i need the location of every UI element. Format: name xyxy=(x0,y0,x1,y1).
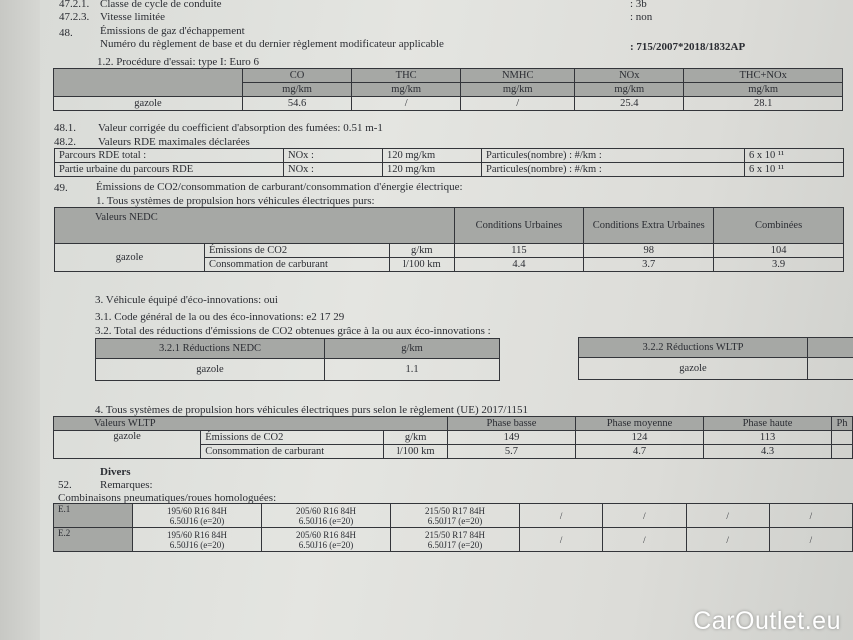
regulation-value: : 715/2007*2018/1832AP xyxy=(630,41,746,53)
column-unit: mg/km xyxy=(243,83,352,97)
column-header: NOx xyxy=(575,69,684,83)
wltp-table xyxy=(53,416,853,459)
section-title: Valeurs RDE maximales déclarées xyxy=(98,136,250,148)
fuel-cell: gazole xyxy=(54,97,243,111)
tyre-empty: / xyxy=(686,504,769,528)
value-cell: 115 xyxy=(454,244,584,258)
line-num: 47.2.3. xyxy=(59,11,90,23)
rim-size: 6.50J16 (e=20) xyxy=(298,515,354,526)
column-unit: mg/km xyxy=(575,83,684,97)
section-title: Émissions de CO2/consommation de carburant/consommation d'énergie électrique: xyxy=(96,181,463,193)
line-label: Classe de cycle de conduite xyxy=(100,0,222,10)
eco-innovation-code: 3.1. Code général de la ou des éco-innovations: e2 17 29 xyxy=(95,311,345,323)
document-page xyxy=(40,0,853,640)
wltp-header: Valeurs WLTP xyxy=(54,417,448,431)
pn-value: 6 x 10 ¹¹ xyxy=(745,163,844,177)
column-header: NMHC xyxy=(461,69,575,83)
row-id: E.2 xyxy=(54,528,133,552)
fuel-cell: gazole xyxy=(579,358,808,380)
table-row xyxy=(96,339,500,359)
nedc-reduction-table xyxy=(95,338,500,381)
value-cell: 3.9 xyxy=(714,258,844,272)
value-cell: 4.3 xyxy=(704,445,832,459)
value-cell: 1.1 xyxy=(325,359,500,381)
unit-cell: g/km xyxy=(390,244,454,258)
section-title: Émissions de gaz d'échappement xyxy=(100,25,245,37)
eco-innovation-line: 3. Véhicule équipé d'éco-innovations: oui xyxy=(95,294,278,306)
nedc-table xyxy=(54,207,844,272)
table-row xyxy=(54,417,853,431)
line-num: 47.2.1. xyxy=(59,0,90,10)
column-header: Phase moyenne xyxy=(575,417,703,431)
table-row xyxy=(55,149,844,163)
table-row xyxy=(54,431,853,445)
rde-table xyxy=(54,148,844,177)
column-unit: mg/km xyxy=(352,83,461,97)
section-num: 52. xyxy=(58,479,72,491)
unit-cell: g/km xyxy=(384,431,448,445)
rim-size: 6.50J17 (e=20) xyxy=(427,539,483,550)
table-row xyxy=(55,208,844,244)
rim-size: 6.50J16 (e=20) xyxy=(169,515,225,526)
column-header: Phase haute xyxy=(704,417,832,431)
section-num: 48. xyxy=(59,27,73,39)
value-cell: 149 xyxy=(448,431,576,445)
pn-label: Particules(nombre) : #/km : xyxy=(482,149,745,163)
procedure-text: 1.2. Procédure d'essai: type I: Euro 6 xyxy=(97,56,260,68)
rim-size: 6.50J17 (e=20) xyxy=(427,515,483,526)
nox-value: 120 mg/km xyxy=(383,163,482,177)
value-cell: / xyxy=(352,97,461,111)
table-row xyxy=(55,163,844,177)
column-header: Ph xyxy=(831,417,852,431)
tyre-empty: / xyxy=(769,504,852,528)
value-cell: 113 xyxy=(704,431,832,445)
value-cell: 3.7 xyxy=(584,258,714,272)
tyre-table xyxy=(53,503,853,552)
table-row xyxy=(579,338,853,358)
line-label: Vitesse limitée xyxy=(100,11,166,23)
column-header: 3.2.2 Réductions WLTP xyxy=(579,338,808,358)
table-row xyxy=(54,97,843,111)
column-unit: mg/km xyxy=(461,83,575,97)
fuel-cell: gazole xyxy=(96,359,325,381)
line-value: : non xyxy=(630,11,653,23)
section-title: Divers xyxy=(100,466,131,478)
column-header: Conditions Extra Urbaines xyxy=(584,208,714,244)
tyre-size: 205/60 R16 84H xyxy=(295,529,356,540)
tyre-empty: / xyxy=(769,528,852,552)
regulation-label: Numéro du règlement de base et du dernier règlement modificateur applicable xyxy=(100,38,444,50)
tyre-size: 205/60 R16 84H xyxy=(295,505,356,516)
table-row xyxy=(54,504,853,528)
rim-size: 6.50J16 (e=20) xyxy=(298,539,354,550)
tyre-combinations-label: Combinaisons pneumatiques/roues homologuées: xyxy=(58,492,277,504)
value-cell: 104 xyxy=(714,244,844,258)
row-label: Émissions de CO2 xyxy=(204,244,389,258)
value-cell: 28.1 xyxy=(684,97,843,111)
column-header: THC xyxy=(352,69,461,83)
section-num: 48.1. xyxy=(54,122,76,134)
table-row xyxy=(96,359,500,381)
table-row xyxy=(579,358,853,380)
tyre-empty: / xyxy=(603,504,686,528)
tyre-size: 215/50 R17 84H xyxy=(424,529,485,540)
section-num: 49. xyxy=(54,182,68,194)
tyre-size: 195/60 R16 84H xyxy=(166,529,227,540)
column-header: CO xyxy=(243,69,352,83)
nox-value: 120 mg/km xyxy=(383,149,482,163)
pn-value: 6 x 10 ¹¹ xyxy=(745,149,844,163)
table-edge xyxy=(0,0,40,640)
value-cell: / xyxy=(461,97,575,111)
table-row xyxy=(54,69,843,83)
row-id: E.1 xyxy=(54,504,133,528)
column-unit: mg/km xyxy=(684,83,843,97)
value-cell: 4.4 xyxy=(454,258,584,272)
remarks-label: Remarques: xyxy=(100,479,153,491)
row-label: Consommation de carburant xyxy=(204,258,389,272)
rde-label: Parcours RDE total : xyxy=(55,149,284,163)
row-label: Consommation de carburant xyxy=(201,445,384,459)
tyre-size: 195/60 R16 84H xyxy=(166,505,227,516)
tyre-empty: / xyxy=(603,528,686,552)
watermark-logo: CarOutlet.eu xyxy=(693,607,841,635)
fuel-cell: gazole xyxy=(54,431,201,459)
table-row xyxy=(54,528,853,552)
value-cell: 124 xyxy=(575,431,703,445)
column-header: 3.2.1 Réductions NEDC xyxy=(96,339,325,359)
eco-innovation-total: 3.2. Total des réductions d'émissions de CO2 obtenues grâce à la ou aux éco-innovations : xyxy=(95,325,491,337)
fuel-cell: gazole xyxy=(55,244,205,272)
tyre-empty: / xyxy=(520,504,603,528)
unit-cell: l/100 km xyxy=(390,258,454,272)
section-num: 48.2. xyxy=(54,136,76,148)
emissions-table xyxy=(53,68,843,111)
value-cell: 4.7 xyxy=(575,445,703,459)
line-value: : 3b xyxy=(630,0,647,10)
value-cell: 5.7 xyxy=(448,445,576,459)
tyre-empty: / xyxy=(520,528,603,552)
nedc-header: Valeurs NEDC xyxy=(55,208,455,244)
row-label: Émissions de CO2 xyxy=(201,431,384,445)
column-header: THC+NOx xyxy=(684,69,843,83)
subsection-title: 1. Tous systèmes de propulsion hors véhicules électriques purs: xyxy=(96,195,375,207)
tyre-size: 215/50 R17 84H xyxy=(424,505,485,516)
pn-label: Particules(nombre) : #/km : xyxy=(482,163,745,177)
value-cell: 54.6 xyxy=(243,97,352,111)
subsection-title: 4. Tous systèmes de propulsion hors véhicules électriques purs selon le règlement (UE) 2017/1151 xyxy=(95,404,529,416)
unit-cell: l/100 km xyxy=(384,445,448,459)
value-cell: 98 xyxy=(584,244,714,258)
column-header: Conditions Urbaines xyxy=(454,208,584,244)
nox-label: NOx : xyxy=(284,163,383,177)
value-cell: 25.4 xyxy=(575,97,684,111)
rim-size: 6.50J16 (e=20) xyxy=(169,539,225,550)
tyre-empty: / xyxy=(686,528,769,552)
nox-label: NOx : xyxy=(284,149,383,163)
column-header: Combinées xyxy=(714,208,844,244)
smoke-coefficient: Valeur corrigée du coefficient d'absorption des fumées: 0.51 m-1 xyxy=(98,122,383,134)
wltp-reduction-table xyxy=(578,337,853,380)
rde-label: Partie urbaine du parcours RDE xyxy=(55,163,284,177)
column-header: Phase basse xyxy=(448,417,576,431)
unit-cell: g/km xyxy=(325,339,500,359)
table-row xyxy=(55,244,844,258)
